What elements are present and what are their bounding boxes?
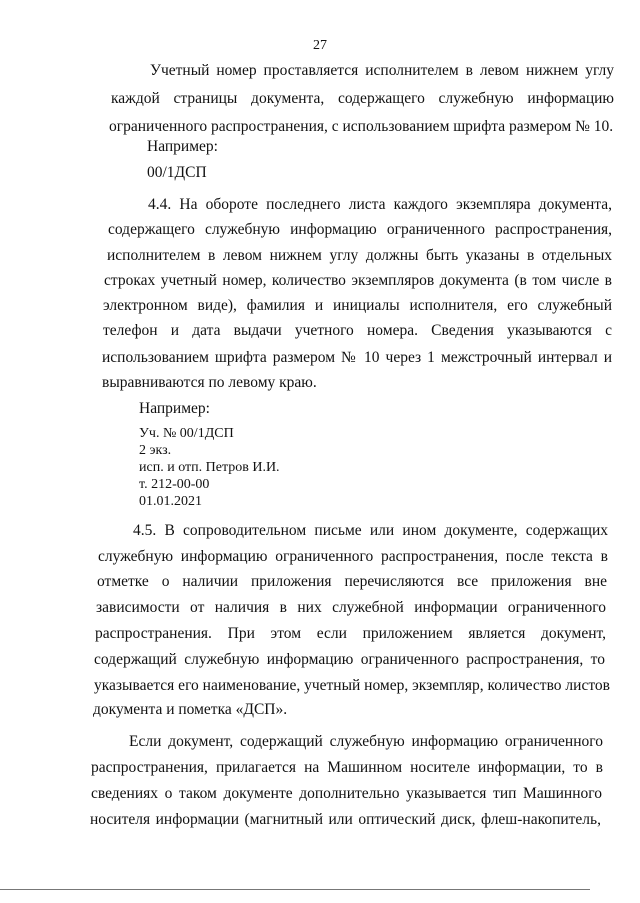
page-number: 27: [313, 38, 327, 53]
text-line: Учетный номер проставляется исполнителем в левом нижнем углу: [150, 62, 614, 79]
text-line: содержащего служебную информацию ограниченного распространения,: [108, 221, 612, 238]
text-line: 2 экз.: [139, 443, 172, 458]
text-line: строках учетный номер, количество экземпляров документа (в том числе в: [104, 272, 612, 289]
text-line: электронном виде), фамилия и инициалы исполнителя, его служебный: [103, 297, 612, 314]
text-line: каждой страницы документа, содержащего служебную информацию: [111, 90, 614, 107]
text-line: 4.5. В сопроводительном письме или ином документе, содержащих: [133, 522, 608, 539]
text-line: носителя информации (магнитный или оптический диск, флеш-накопитель,: [90, 811, 601, 828]
text-line: т. 212-00-00: [139, 477, 210, 492]
text-line: ограниченного распространения, с использованием шрифта размером № 10.: [109, 118, 614, 135]
text-line: исполнителем в левом нижнем углу должны быть указаны в отдельных: [107, 247, 612, 264]
text-line: распространения. При этом если приложением является документ,: [95, 625, 606, 642]
text-line: телефон и дата выдачи учетного номера. Сведения указываются с: [103, 322, 612, 339]
text-line: 01.01.2021: [139, 494, 202, 509]
text-line: отметке о наличии приложения перечисляются все приложения вне: [97, 573, 607, 590]
text-line: зависимости от наличия в них служебной информации ограниченного: [96, 599, 606, 616]
text-line: 00/1ДСП: [147, 164, 207, 181]
text-line: исп. и отп. Петров И.И.: [139, 460, 280, 475]
text-line: Уч. № 00/1ДСП: [139, 426, 234, 441]
text-line: Например:: [139, 400, 210, 417]
text-line: выравниваются по левому краю.: [102, 374, 317, 391]
text-line: указывается его наименование, учетный номер, экземпляр, количество листов: [94, 677, 610, 694]
text-line: использованием шрифта размером № 10 через 1 межстрочный интервал и: [102, 349, 612, 366]
text-line: документа и пометка «ДСП».: [93, 701, 288, 718]
text-line: содержащий служебную информацию ограниченного распространения, то: [94, 651, 605, 668]
bottom-rule: [0, 889, 590, 890]
text-line: 4.4. На обороте последнего листа каждого экземпляра документа,: [148, 196, 612, 213]
text-line: Если документ, содержащий служебную информацию ограниченного: [129, 733, 603, 750]
text-line: распространения, прилагается на Машинном носителе информации, то в: [91, 759, 603, 776]
text-line: Например:: [147, 138, 218, 155]
text-line: служебную информацию ограниченного распространения, после текста в: [98, 548, 608, 565]
text-line: сведениях о таком документе дополнительно указывается тип Машинного: [91, 785, 602, 802]
